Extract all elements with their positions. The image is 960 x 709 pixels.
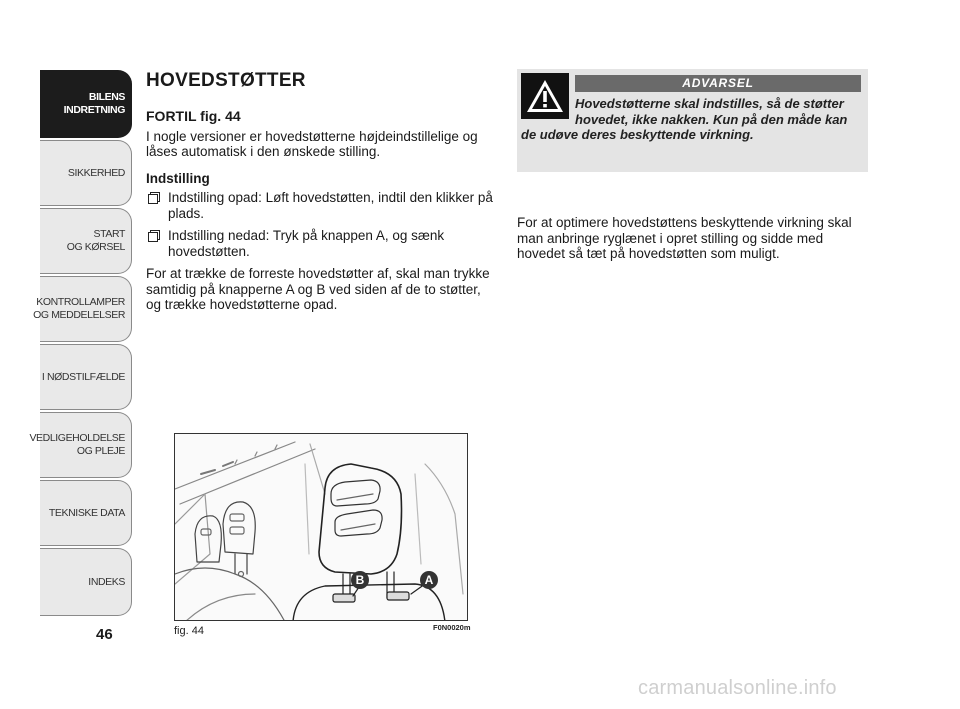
bullet-item: Indstilling nedad: Tryk på knappen A, og sænk hovedstøtten. xyxy=(146,228,498,259)
removal-paragraph: For at trække de forreste hovedstøtter af, skal man trykke samtidig på knapperne A og B ved siden af de to støtter, og trække hovedstøtterne opad. xyxy=(146,266,490,312)
watermark: carmanualsonline.info xyxy=(638,677,837,699)
warning-text: Hovedstøtterne skal indstilles, så de støtter hovedet, ikke nakken. Kun på den måde kan de udøve deres beskyttende virkning. xyxy=(521,96,848,142)
sidebar-item-kontrollamper[interactable]: KONTROLLAMPER OG MEDDELELSER xyxy=(40,276,132,342)
section-heading: FORTIL fig. 44 xyxy=(146,108,241,124)
figure-code: F0N0020m xyxy=(433,623,471,632)
warning-header: ADVARSEL xyxy=(575,75,861,92)
sidebar-item-bilens-indretning[interactable]: BILENS INDRETNING xyxy=(40,70,132,138)
headrest-figure xyxy=(174,433,468,621)
right-paragraph: For at optimere hovedstøttens beskyttende virkning skal man anbringe ryglænet i opret stilling og sidde med hovedet så tæt på hovedstøtten som muligt. xyxy=(517,215,852,261)
callout-label-b: B xyxy=(355,573,365,587)
bullet-item: Indstilling opad: Løft hovedstøtten, indtil den klikker på plads. xyxy=(146,190,498,221)
sidebar-item-sikkerhed[interactable]: SIKKERHED xyxy=(40,140,132,206)
callout-label-a: A xyxy=(424,573,434,587)
adjust-heading: Indstilling xyxy=(146,170,210,186)
sidebar-item-vedligeholdelse[interactable]: VEDLIGEHOLDELSE OG PLEJE xyxy=(40,412,132,478)
page-number: 46 xyxy=(96,626,113,643)
figure-caption: fig. 44 xyxy=(174,625,204,637)
sidebar-item-tekniske-data[interactable]: TEKNISKE DATA xyxy=(40,480,132,546)
page-title: HOVEDSTØTTER xyxy=(146,70,306,91)
warning-box xyxy=(517,69,868,172)
sidebar-item-i-nodstilfaelde[interactable]: I NØDSTILFÆLDE xyxy=(40,344,132,410)
sidebar-item-indeks[interactable]: INDEKS xyxy=(40,548,132,616)
intro-paragraph: I nogle versioner er hovedstøtterne højdeindstillelige og låses automatisk i den ønskede stilling. xyxy=(146,128,478,159)
main-content xyxy=(146,70,498,324)
sidebar-item-start-og-korsel[interactable]: START OG KØRSEL xyxy=(40,208,132,274)
